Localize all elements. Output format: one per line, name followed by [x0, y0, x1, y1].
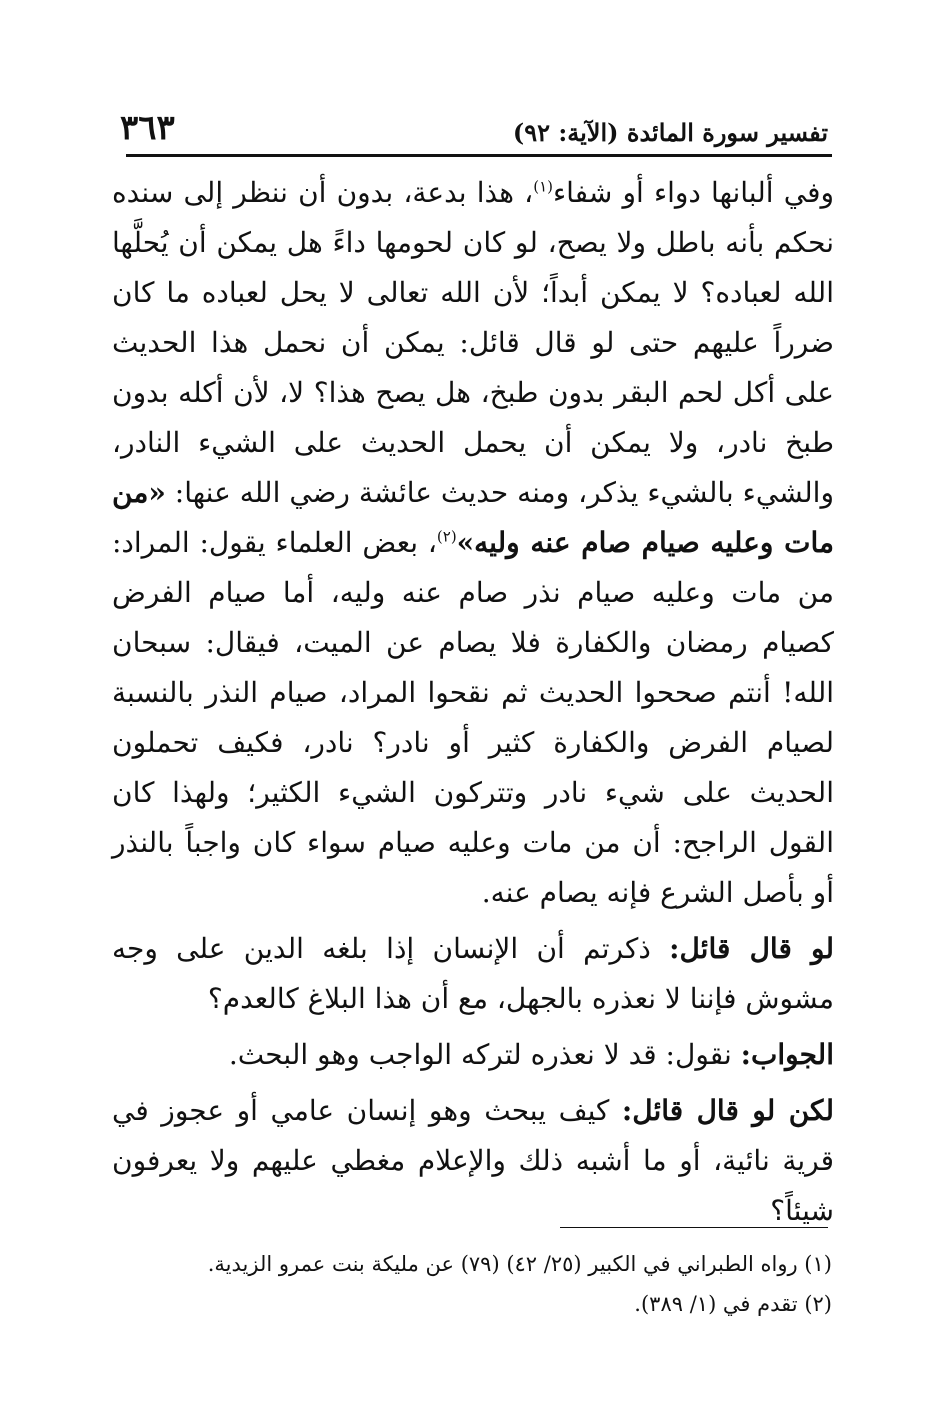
paragraph-text: نقول: قد لا نعذره لتركه الواجب وهو البحث.: [228, 1038, 741, 1071]
question-lead: لكن لو قال قائل:: [621, 1094, 834, 1127]
answer-lead: الجواب:: [740, 1038, 834, 1071]
paragraph-text: وفي ألبانها دواء أو شفاء: [552, 176, 834, 209]
page-header: [118, 108, 828, 156]
paragraph-text: كيف يبحث وهو إنسان عامي أو عجوز في قرية نائية، أو ما أشبه ذلك والإعلام مغطي عليهم ولا يعرفون شيئاً؟: [112, 1094, 834, 1227]
hadith-quote: «من مات وعليه صيام صام عنه وليه»: [112, 476, 834, 559]
question-lead: لو قال قائل:: [669, 932, 834, 965]
main-text: [112, 168, 834, 1236]
paragraph-text: ، هذا بدعة، بدون أن ننظر إلى سنده نحكم بأنه باطل ولا يصح، لو كان لحومها داءً هل يمكن أن يُحلَّها الله لعباده؟ لا يمكن أبداً؛ لأن الله تعالى لا يحل لعباده ما كان ضرراً عليهم حتى لو قال قائل: يمكن أن نحمل هذا الحديث على أكل لحم البقر بدون طبخ، هل يصح هذا؟ لا، لأن أكله بدون طبخ نادر، ولا يمكن أن يحمل الحديث على الشيء النادر، والشيء بالشيء يذكر، ومنه حديث عائشة رضي الله عنها:: [112, 176, 834, 509]
footnote-2: (٢) تقدم في (١/ ٣٨٩).: [634, 1292, 832, 1316]
footnote-separator: [560, 1227, 828, 1228]
footnote-1: (١) رواه الطبراني في الكبير (٢٥/ ٤٢) (٧٩) عن مليكة بنت عمرو الزيدية.: [207, 1252, 832, 1276]
paragraph-1: [112, 168, 834, 918]
paragraph-2: [112, 924, 834, 1024]
paragraph-3: [112, 1030, 834, 1080]
running-title: تفسير سورة المائدة (الآية: ٩٢): [512, 118, 828, 147]
paragraph-4: [112, 1086, 834, 1236]
footnotes: [112, 1244, 832, 1324]
paragraph-text: ، بعض العلماء يقول: المراد: من مات وعليه صيام نذر صام عنه وليه، أما صيام الفرض كصيام رمضان والكفارة فلا يصام عن الميت، فيقال: سبحان الله! أنتم صححوا الحديث ثم نقحوا المراد، صيام النذر بالنسبة لصيام الفرض والكفارة كثير أو نادر؟ نادر، فكيف تحملون الحديث على شيء نادر وتتركون الشيء الكثير؛ ولهذا كان القول الراجح: أن من مات وعليه صيام سواء كان واجباً بالنذر أو بأصل الشرع فإنه يصام عنه.: [112, 526, 835, 909]
header-rule: [126, 154, 832, 157]
paragraph-text: ذكرتم أن الإنسان إذا بلغه الدين على وجه مشوش فإننا لا نعذره بالجهل، مع أن هذا البلاغ كالعدم؟: [112, 932, 834, 1015]
footnote-ref-2: (٢): [436, 527, 457, 546]
footnote-ref-1: (١): [533, 177, 553, 196]
page-number: ٣٦٣: [120, 108, 175, 148]
